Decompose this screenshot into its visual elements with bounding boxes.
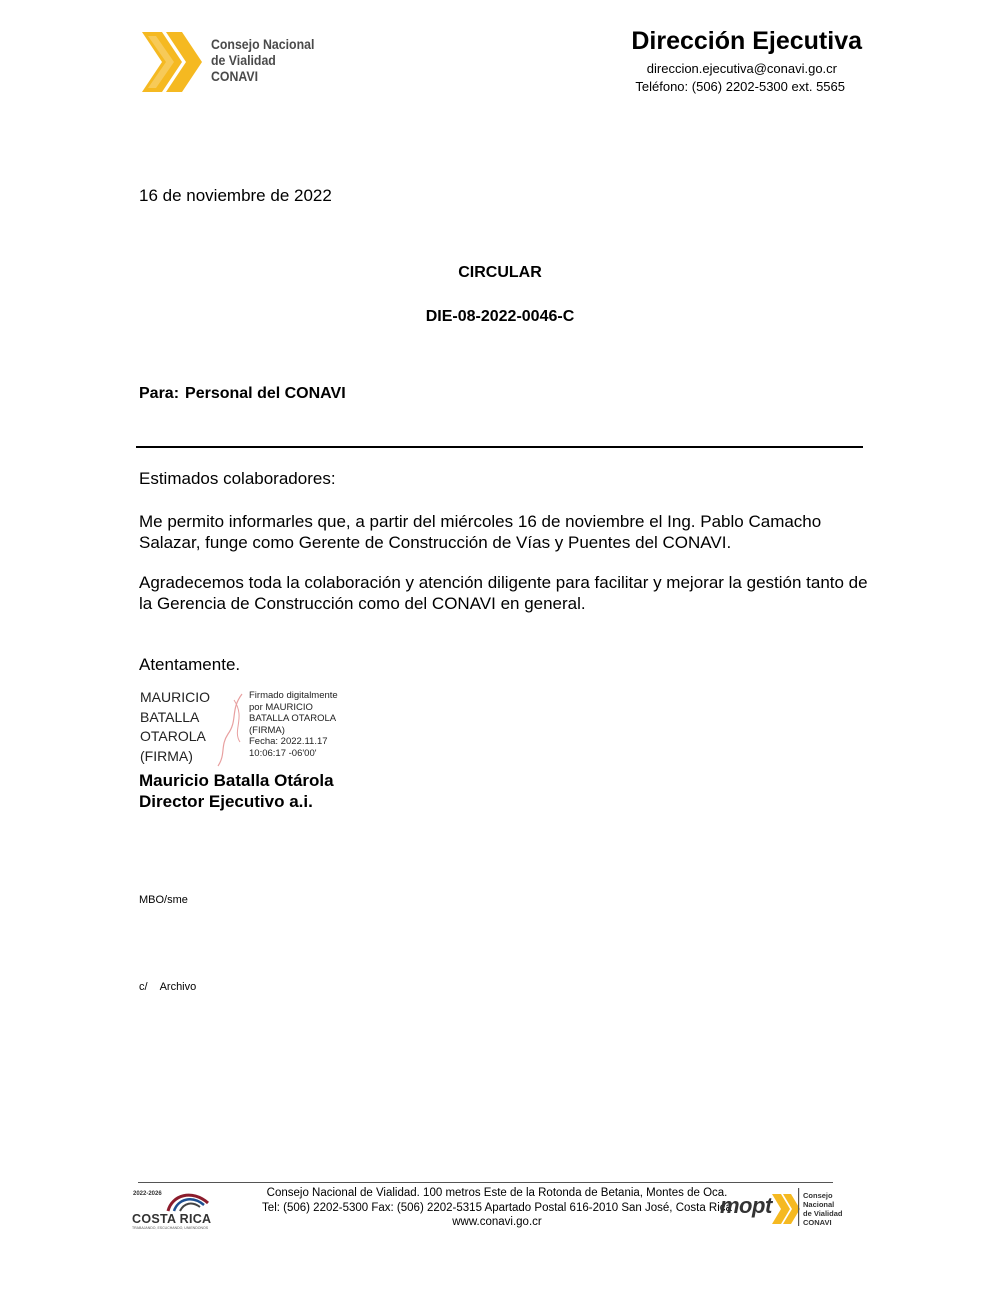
reference-initials: MBO/sme xyxy=(139,894,188,906)
document-date: 16 de noviembre de 2022 xyxy=(139,186,332,205)
copy-line xyxy=(139,981,196,993)
digital-signature-name[interactable]: MAURICIO BATALLA OTAROLA (FIRMA) xyxy=(140,689,210,764)
costa-rica-emblem-icon xyxy=(130,1185,220,1215)
department-title: Dirección Ejecutiva xyxy=(631,27,862,55)
digital-signature-details[interactable]: Firmado digitalmente por MAURICIO BATALLA OTAROLA (FIRMA) Fecha: 2022.11.17 10:06:17 -06'00' xyxy=(249,690,338,759)
logo-text: Consejo Nacional de Vialidad CONAVI xyxy=(211,36,315,84)
footer-address xyxy=(262,1186,732,1230)
footer-website[interactable]: www.conavi.go.cr xyxy=(452,1216,542,1228)
separator-rule xyxy=(136,446,863,448)
footer-address-line: Consejo Nacional de Vialidad. 100 metros Este de la Rotonda de Betania, Montes de Oca. xyxy=(266,1187,728,1199)
mopt-logo xyxy=(720,1186,860,1230)
cr-logo-tagline: TRABAJANDO, ESCUCHANDO, UNIENDONOS xyxy=(132,1226,209,1230)
closing: Atentamente. xyxy=(139,655,241,674)
recipient-label: Para: xyxy=(139,385,180,402)
mopt-wordmark: mopt xyxy=(720,1193,772,1218)
signer-name: Mauricio Batalla Otárola xyxy=(139,771,334,790)
document-type: CIRCULAR xyxy=(458,264,542,281)
body-paragraph: Me permito informarles que, a partir del miércoles 16 de noviembre el Ing. Pablo Camacho Salazar, funge como Gerente de Construcción de Vías y Puentes del CONAVI. xyxy=(139,512,822,552)
conavi-chevron-icon xyxy=(770,1192,800,1226)
document-number: DIE-08-2022-0046-C xyxy=(425,308,575,325)
department-email[interactable]: direccion.ejecutiva@conavi.go.cr xyxy=(646,61,837,76)
conavi-logo xyxy=(138,28,338,98)
greeting: Estimados colaboradores: xyxy=(139,469,336,488)
cr-logo-name: COSTA RICA xyxy=(132,1212,212,1226)
body-paragraph: Agradecemos toda la colaboración y atención diligente para facilitar y mejorar la gestión tanto de la Gerencia de Construcción como del CONAVI en general. xyxy=(139,573,868,613)
cc-value: Archivo xyxy=(159,981,197,993)
signer-title: Director Ejecutivo a.i. xyxy=(139,792,313,811)
cc-label: c/ xyxy=(139,981,148,993)
cr-logo-years: 2022-2026 xyxy=(133,1191,162,1197)
footer-rule xyxy=(138,1182,833,1183)
signature-watermark-icon xyxy=(212,690,252,770)
costa-rica-logo xyxy=(130,1185,220,1233)
conavi-chevron-icon xyxy=(138,28,210,96)
recipient-line xyxy=(139,385,346,403)
footer-address-line: Tel: (506) 2202-5300 Fax: (506) 2202-5315 Apartado Postal 616-2010 San José, Costa Rica xyxy=(262,1201,732,1214)
recipient-value: Personal del CONAVI xyxy=(185,385,346,402)
department-phone: Teléfono: (506) 2202-5300 ext. 5565 xyxy=(635,79,845,94)
mopt-partner-text: Consejo Nacional de Vialidad CONAVI xyxy=(803,1191,843,1227)
logo-divider xyxy=(798,1188,800,1226)
